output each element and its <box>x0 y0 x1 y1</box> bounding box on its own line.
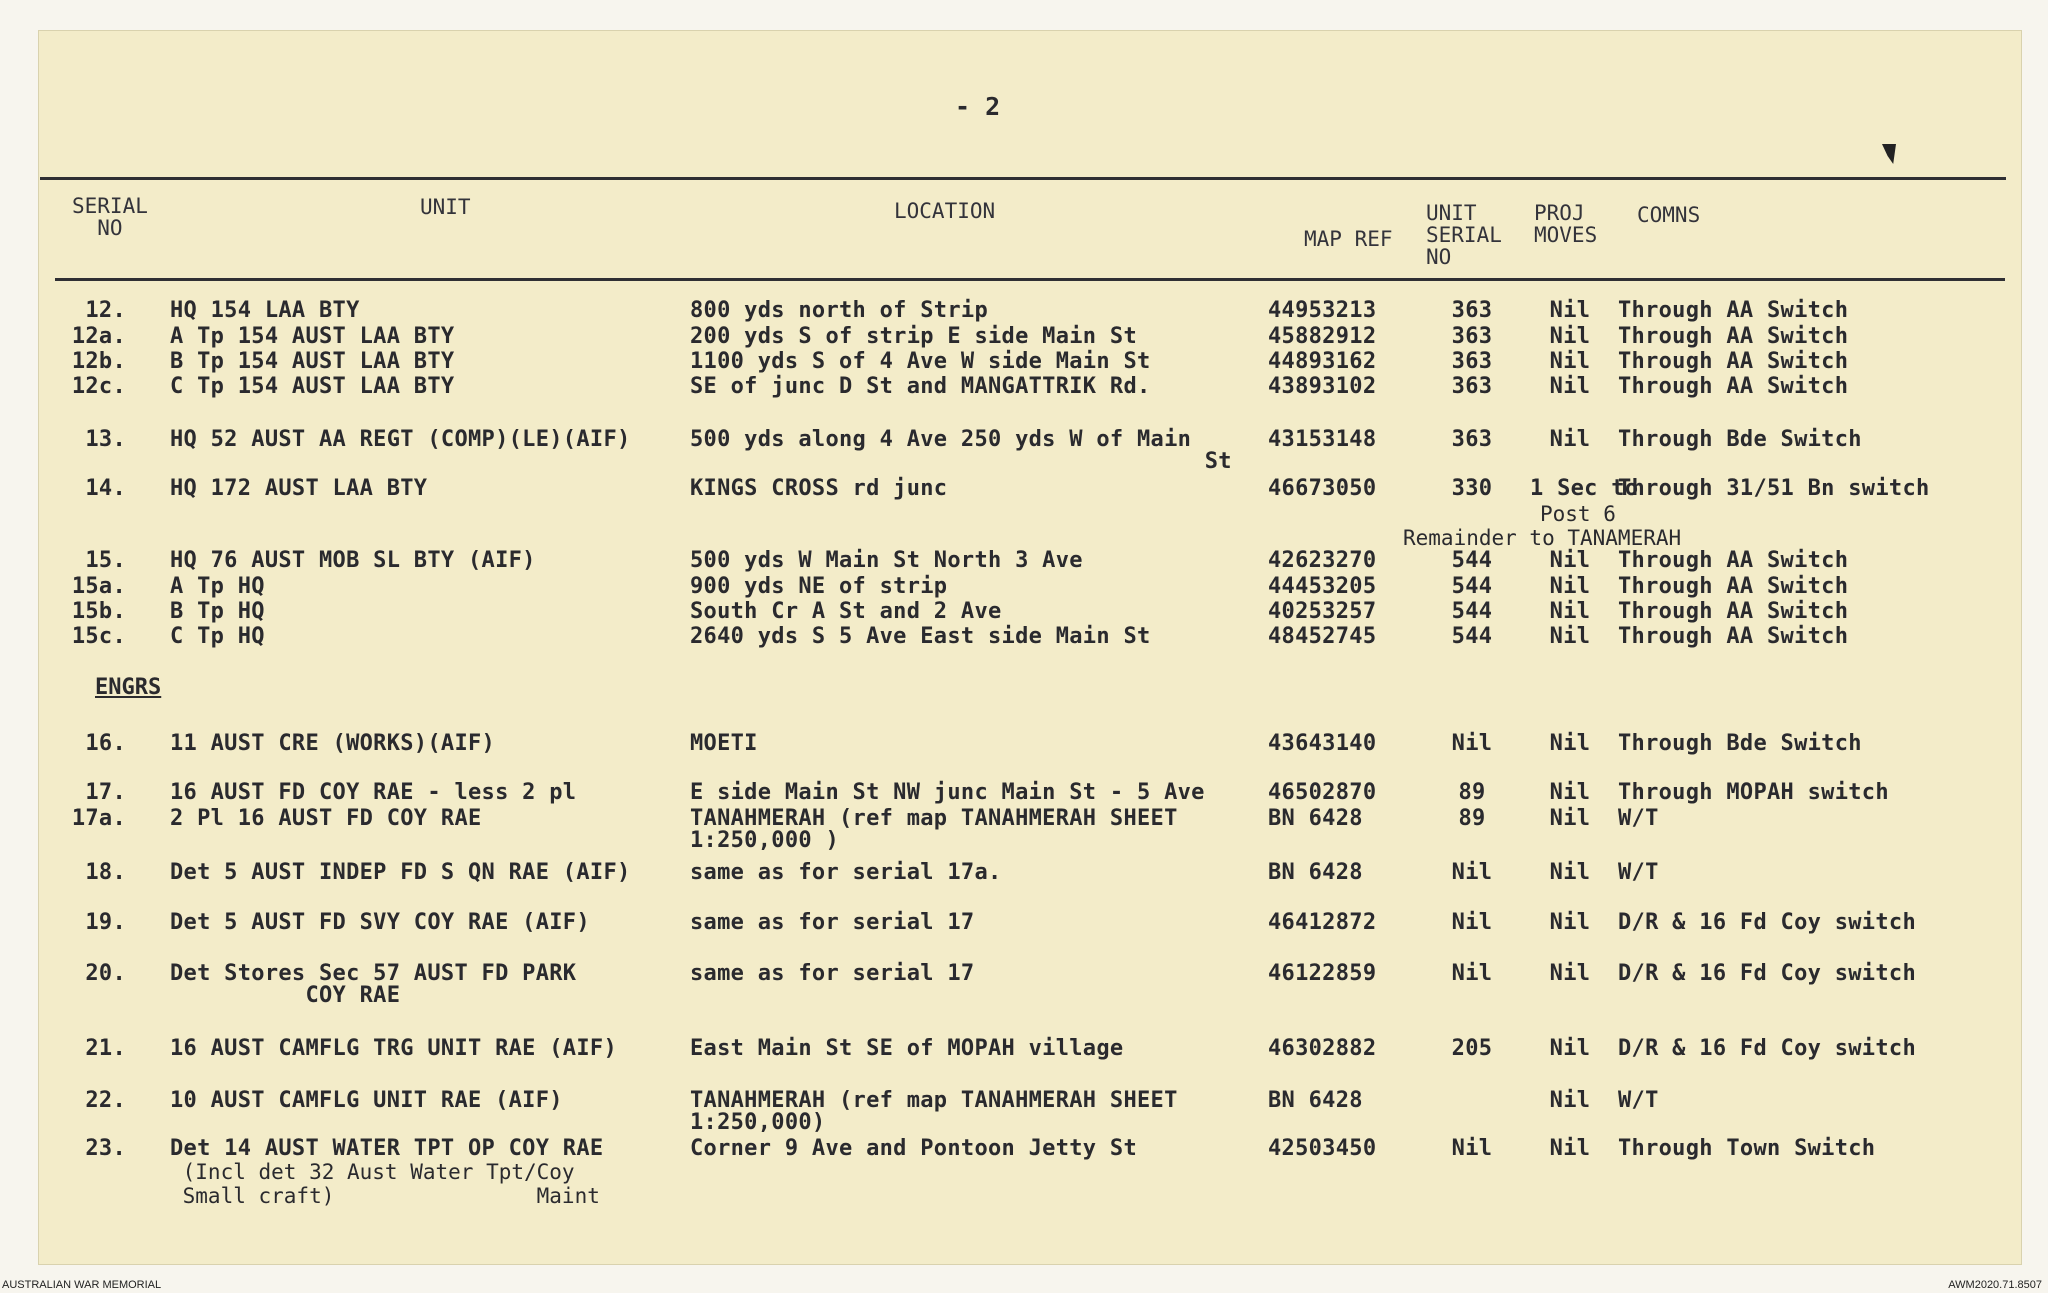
cell-unit-serial: 544 <box>1451 574 1493 599</box>
cell-unit: B Tp HQ <box>170 599 265 624</box>
cell-unit-serial: 363 <box>1451 427 1493 452</box>
top-rule <box>40 177 2006 180</box>
cell-location: same as for serial 17a. <box>690 860 1002 885</box>
cell-unit: HQ 172 AUST LAA BTY <box>170 476 428 501</box>
cell-unit-serial: Nil <box>1451 961 1493 986</box>
cell-serial: 17. <box>85 780 126 805</box>
cell-proj-moves: Nil <box>1549 910 1591 935</box>
cell-comns: Through AA Switch <box>1618 349 1849 374</box>
cell-unit-serial: 544 <box>1451 599 1493 624</box>
cell-location: 2640 yds S 5 Ave East side Main St <box>690 624 1151 649</box>
cell-serial: 20. <box>85 961 126 986</box>
cell-unit: C Tp 154 AUST LAA BTY <box>170 374 455 399</box>
cell-comns: Through Town Switch <box>1618 1136 1876 1161</box>
cell-unit-serial: 363 <box>1451 374 1493 399</box>
cell-location: MOETI <box>690 731 758 756</box>
cell-map-ref: 40253257 <box>1268 599 1377 624</box>
cell-location: SE of junc D St and MANGATTRIK Rd. <box>690 374 1151 399</box>
unit-note: (Incl det 32 Aust Water Tpt/Coy Small craft) Maint <box>182 1160 600 1208</box>
cell-proj-moves: Nil <box>1549 806 1591 831</box>
cell-map-ref: 46122859 <box>1268 961 1377 986</box>
cell-proj-moves: Nil <box>1549 624 1591 649</box>
cell-map-ref: 46302882 <box>1268 1036 1377 1061</box>
cell-serial: 13. <box>85 427 126 452</box>
cell-unit-serial: Nil <box>1451 1136 1493 1161</box>
proj-moves-remainder-note: Remainder to TANAMERAH <box>1403 526 1682 550</box>
cell-comns: Through AA Switch <box>1618 599 1849 624</box>
cell-unit: 16 AUST CAMFLG TRG UNIT RAE (AIF) <box>170 1036 617 1061</box>
cell-unit-serial: Nil <box>1451 860 1493 885</box>
cell-location: TANAHMERAH (ref map TANAHMERAH SHEET 1:250,000) <box>690 1088 1178 1135</box>
cell-map-ref: 42503450 <box>1268 1136 1377 1161</box>
cell-location: E side Main St NW junc Main St - 5 Ave <box>690 780 1205 805</box>
cell-proj-moves: Nil <box>1549 780 1591 805</box>
header-comns: COMNS <box>1637 203 1701 227</box>
cell-proj-moves: Nil <box>1549 599 1591 624</box>
cell-map-ref: 46412872 <box>1268 910 1377 935</box>
cell-map-ref: 44453205 <box>1268 574 1377 599</box>
cell-unit-serial: 363 <box>1451 324 1493 349</box>
cell-comns: Through MOPAH switch <box>1618 780 1889 805</box>
cell-serial: 22. <box>85 1088 126 1113</box>
cell-serial: 14. <box>85 476 126 501</box>
cell-unit: B Tp 154 AUST LAA BTY <box>170 349 455 374</box>
cell-comns: Through Bde Switch <box>1618 427 1862 452</box>
cell-unit: HQ 76 AUST MOB SL BTY (AIF) <box>170 548 536 573</box>
cell-proj-moves: Nil <box>1549 961 1591 986</box>
cell-proj-moves: Nil <box>1549 574 1591 599</box>
cell-map-ref: 45882912 <box>1268 324 1377 349</box>
proj-moves-note: Post 6 <box>1540 502 1616 526</box>
cell-location: TANAHMERAH (ref map TANAHMERAH SHEET 1:250,000 ) <box>690 806 1178 853</box>
cell-unit: Det 5 AUST FD SVY COY RAE (AIF) <box>170 910 590 935</box>
cell-comns: Through AA Switch <box>1618 374 1849 399</box>
cell-location: Corner 9 Ave and Pontoon Jetty St <box>690 1136 1137 1161</box>
cell-proj-moves: Nil <box>1549 1136 1591 1161</box>
cell-unit: Det 14 AUST WATER TPT OP COY RAE <box>170 1136 604 1161</box>
cell-proj-moves: Nil <box>1549 731 1591 756</box>
cell-proj-moves: Nil <box>1549 427 1591 452</box>
cell-comns: D/R & 16 Fd Coy switch <box>1618 1036 1916 1061</box>
cell-map-ref: BN 6428 <box>1268 860 1363 885</box>
cell-unit-serial: 330 <box>1451 476 1493 501</box>
cell-location: KINGS CROSS rd junc <box>690 476 948 501</box>
cell-unit-serial: 544 <box>1451 624 1493 649</box>
cell-unit: Det Stores Sec 57 AUST FD PARK COY RAE <box>170 961 577 1008</box>
cell-serial: 17a. <box>71 806 126 831</box>
header-rule <box>55 278 2005 281</box>
cell-unit-serial: 363 <box>1451 298 1493 323</box>
cell-serial: 12a. <box>71 324 126 349</box>
header-serial-no: SERIAL NO <box>72 194 148 240</box>
cell-map-ref: 43153148 <box>1268 427 1377 452</box>
cell-location: 500 yds along 4 Ave 250 yds W of Main St <box>690 427 1232 474</box>
cell-proj-moves: 1 Sec to <box>1530 476 1639 501</box>
cell-map-ref: 48452745 <box>1268 624 1377 649</box>
cell-map-ref: 42623270 <box>1268 548 1377 573</box>
cell-comns: Through AA Switch <box>1618 548 1849 573</box>
cell-proj-moves: Nil <box>1549 349 1591 374</box>
cell-location: 800 yds north of Strip <box>690 298 988 323</box>
section-heading-engrs: ENGRS <box>95 675 162 700</box>
cell-comns: W/T <box>1618 1088 1659 1113</box>
cell-map-ref: 43893102 <box>1268 374 1377 399</box>
cell-unit: 2 Pl 16 AUST FD COY RAE <box>170 806 482 831</box>
cell-serial: 15c. <box>71 624 126 649</box>
cell-serial: 18. <box>85 860 126 885</box>
cell-location: same as for serial 17 <box>690 910 975 935</box>
cell-serial: 12. <box>85 298 126 323</box>
cell-unit: 11 AUST CRE (WORKS)(AIF) <box>170 731 496 756</box>
header-unit: UNIT <box>420 195 471 219</box>
cell-location: 200 yds S of strip E side Main St <box>690 324 1137 349</box>
cell-serial: 15. <box>85 548 126 573</box>
footer-reference: AWM2020.71.8507 <box>1948 1279 2042 1291</box>
header-location: LOCATION <box>894 199 996 223</box>
cell-unit-serial: Nil <box>1451 731 1493 756</box>
cell-location: same as for serial 17 <box>690 961 975 986</box>
cell-location: East Main St SE of MOPAH village <box>690 1036 1124 1061</box>
cell-comns: Through 31/51 Bn switch <box>1618 476 1930 501</box>
cell-unit: 16 AUST FD COY RAE - less 2 pl <box>170 780 577 805</box>
cell-map-ref: 46502870 <box>1268 780 1377 805</box>
cell-map-ref: 44893162 <box>1268 349 1377 374</box>
cell-unit: 10 AUST CAMFLG UNIT RAE (AIF) <box>170 1088 563 1113</box>
cell-serial: 19. <box>85 910 126 935</box>
cell-map-ref: 46673050 <box>1268 476 1377 501</box>
cell-location: 500 yds W Main St North 3 Ave <box>690 548 1083 573</box>
cell-unit-serial: 205 <box>1451 1036 1493 1061</box>
cell-unit-serial: 363 <box>1451 349 1493 374</box>
cell-proj-moves: Nil <box>1549 324 1591 349</box>
cell-comns: W/T <box>1618 860 1659 885</box>
cell-comns: Through AA Switch <box>1618 298 1849 323</box>
cell-proj-moves: Nil <box>1549 1088 1591 1113</box>
cell-comns: Through AA Switch <box>1618 624 1849 649</box>
cell-comns: W/T <box>1618 806 1659 831</box>
cell-unit: A Tp 154 AUST LAA BTY <box>170 324 455 349</box>
cell-serial: 21. <box>85 1036 126 1061</box>
cell-proj-moves: Nil <box>1549 860 1591 885</box>
cell-proj-moves: Nil <box>1549 374 1591 399</box>
cell-map-ref: BN 6428 <box>1268 806 1363 831</box>
cell-map-ref: 43643140 <box>1268 731 1377 756</box>
cell-unit-serial: Nil <box>1451 910 1493 935</box>
cell-unit: Det 5 AUST INDEP FD S QN RAE (AIF) <box>170 860 631 885</box>
cell-comns: Through AA Switch <box>1618 574 1849 599</box>
cell-unit: A Tp HQ <box>170 574 265 599</box>
cell-comns: Through AA Switch <box>1618 324 1849 349</box>
cell-map-ref: BN 6428 <box>1268 1088 1363 1113</box>
cell-serial: 12b. <box>71 349 126 374</box>
cell-proj-moves: Nil <box>1549 548 1591 573</box>
cell-serial: 16. <box>85 731 126 756</box>
cell-proj-moves: Nil <box>1549 1036 1591 1061</box>
cell-location: 1100 yds S of 4 Ave W side Main St <box>690 349 1151 374</box>
page-number: - 2 <box>955 92 1001 121</box>
cell-serial: 23. <box>85 1136 126 1161</box>
cell-comns: D/R & 16 Fd Coy switch <box>1618 910 1916 935</box>
cell-map-ref: 44953213 <box>1268 298 1377 323</box>
cell-unit: HQ 154 LAA BTY <box>170 298 360 323</box>
header-unit-serial-no: UNIT SERIAL NO <box>1426 201 1502 269</box>
cell-serial: 15b. <box>71 599 126 624</box>
header-proj-moves: PROJ MOVES <box>1534 201 1598 247</box>
cell-proj-moves: Nil <box>1549 298 1591 323</box>
cell-unit: C Tp HQ <box>170 624 265 649</box>
cell-unit-serial: 89 <box>1458 806 1486 831</box>
cell-location: 900 yds NE of strip <box>690 574 948 599</box>
cell-comns: Through Bde Switch <box>1618 731 1862 756</box>
cell-serial: 15a. <box>71 574 126 599</box>
cell-location: South Cr A St and 2 Ave <box>690 599 1002 624</box>
cell-unit: HQ 52 AUST AA REGT (COMP)(LE)(AIF) <box>170 427 631 452</box>
header-map-ref: MAP REF <box>1304 227 1393 251</box>
footer-source: AUSTRALIAN WAR MEMORIAL <box>2 1279 162 1291</box>
cell-comns: D/R & 16 Fd Coy switch <box>1618 961 1916 986</box>
cell-unit-serial: 89 <box>1458 780 1486 805</box>
cell-serial: 12c. <box>71 374 126 399</box>
cell-unit-serial: 544 <box>1451 548 1493 573</box>
